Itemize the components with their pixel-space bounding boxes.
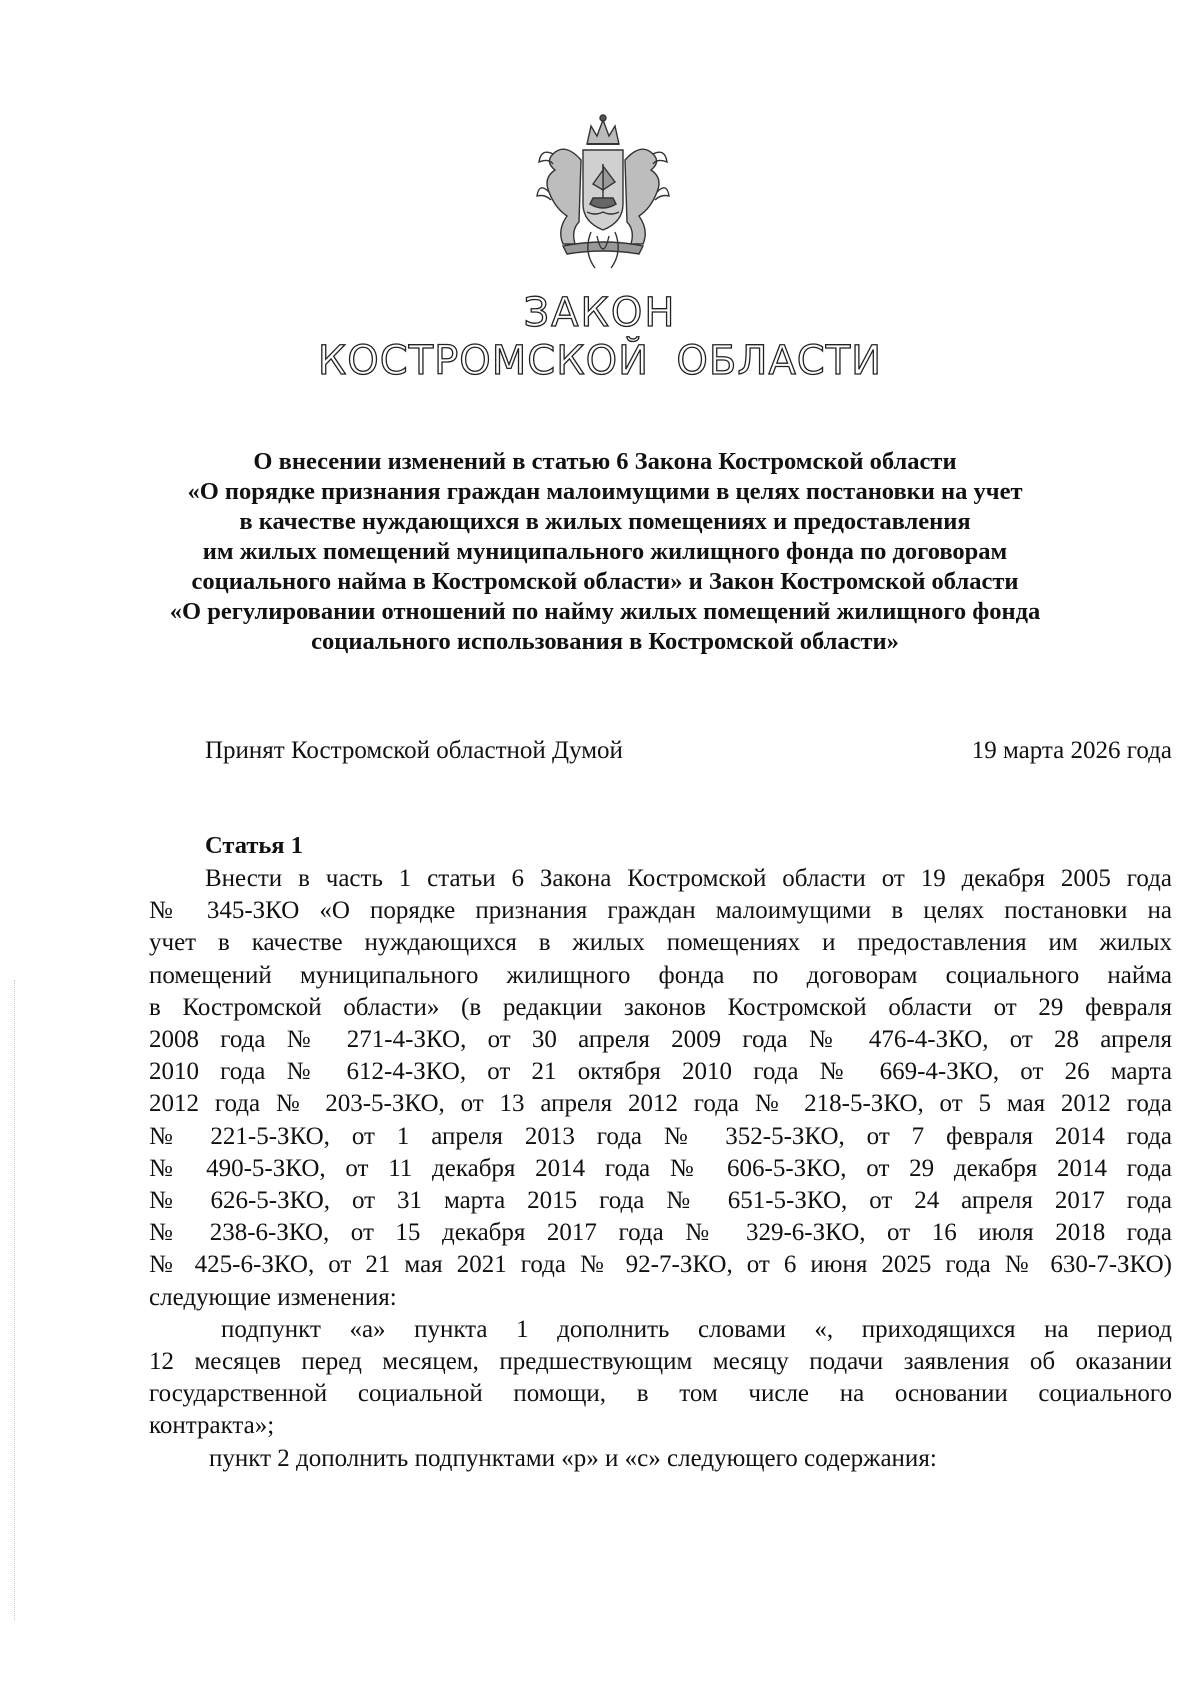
law-subject: [140, 447, 1070, 657]
text-line: № 425-6-ЗКО, от 21 мая 2021 года № 92-7-ЗКО, от 6 июня 2025 года № 630-7-ЗКО): [149, 1251, 1172, 1279]
coat-of-arms-icon: [535, 112, 671, 272]
law-word: ЗАКОН: [523, 290, 677, 336]
subject-line: им жилых помещений муниципального жилищного фонда по договорам: [202, 538, 1008, 565]
text-line: контракта»;: [149, 1412, 275, 1440]
text-line: следующие изменения:: [149, 1283, 397, 1311]
text-line: 2008 года № 271-4-ЗКО, от 30 апреля 2009 года № 476-4-ЗКО, от 28 апреля: [149, 1026, 1172, 1054]
text-line: в Костромской области» (в редакции законов Костромской области от 29 февраля: [149, 993, 1172, 1021]
article-paragraph: [149, 1314, 1172, 1443]
subject-line: социального использования в Костромской области»: [311, 628, 899, 655]
subject-line: в качестве нуждающихся в жилых помещениях и предоставления: [239, 508, 971, 535]
text-line: № 221-5-ЗКО, от 1 апреля 2013 года № 352-5-ЗКО, от 7 февраля 2014 года: [149, 1122, 1172, 1150]
text-line: государственной социальной помощи, в том числе на основании социального: [149, 1380, 1172, 1408]
article-paragraph: [149, 863, 1172, 1314]
text-line: подпункт «а» пункта 1 дополнить словами «, приходящихся на период: [221, 1315, 1172, 1343]
text-line: пункт 2 дополнить подпунктами «р» и «с» следующего содержания:: [209, 1444, 937, 1472]
adoption-date: 19 марта 2026 года: [971, 737, 1172, 764]
text-line: № 238-6-ЗКО, от 15 декабря 2017 года № 329-6-ЗКО, от 16 июля 2018 года: [149, 1219, 1172, 1247]
text-line: учет в качестве нуждающихся в жилых помещениях и предоставления им жилых: [149, 929, 1172, 957]
text-line: 2012 года № 203-5-ЗКО, от 13 апреля 2012 года № 218-5-ЗКО, от 5 мая 2012 года: [149, 1090, 1172, 1118]
text-line: № 490-5-ЗКО, от 11 декабря 2014 года № 606-5-ЗКО, от 29 декабря 2014 года: [149, 1154, 1172, 1182]
article-paragraph: [149, 1443, 1172, 1475]
text-line: помещений муниципального жилищного фонда по договорам социального найма: [149, 961, 1172, 989]
text-line: № 345-ЗКО «О порядке признания граждан малоимущими в целях постановки на: [149, 897, 1172, 925]
article-title: Статья 1: [205, 832, 303, 859]
article-body: [149, 863, 1172, 1475]
text-line: 2010 года № 612-4-ЗКО, от 21 октября 2010 года № 669-4-ЗКО, от 26 марта: [149, 1058, 1172, 1086]
adopted-by: Принят Костромской областной Думой: [205, 737, 623, 764]
region-name: КОСТРОМСКОЙ ОБЛАСТИ: [317, 338, 883, 384]
text-line: № 626-5-ЗКО, от 31 марта 2015 года № 651-5-ЗКО, от 24 апреля 2017 года: [149, 1187, 1172, 1215]
subject-line: «О порядке признания граждан малоимущими в целях постановки на учет: [187, 478, 1023, 505]
subject-line: О внесении изменений в статью 6 Закона Костромской области: [253, 448, 957, 475]
subject-line: социального найма в Костромской области» и Закон Костромской области: [191, 568, 1019, 595]
scan-margin-artifact: [14, 980, 17, 1620]
subject-line: «О регулировании отношений по найму жилых помещений жилищного фонда: [169, 598, 1041, 625]
text-line: 12 месяцев перед месяцем, предшествующим месяцу подачи заявления об оказании: [149, 1348, 1172, 1376]
text-line: Внести в часть 1 статьи 6 Закона Костромской области от 19 декабря 2005 года: [205, 865, 1172, 892]
